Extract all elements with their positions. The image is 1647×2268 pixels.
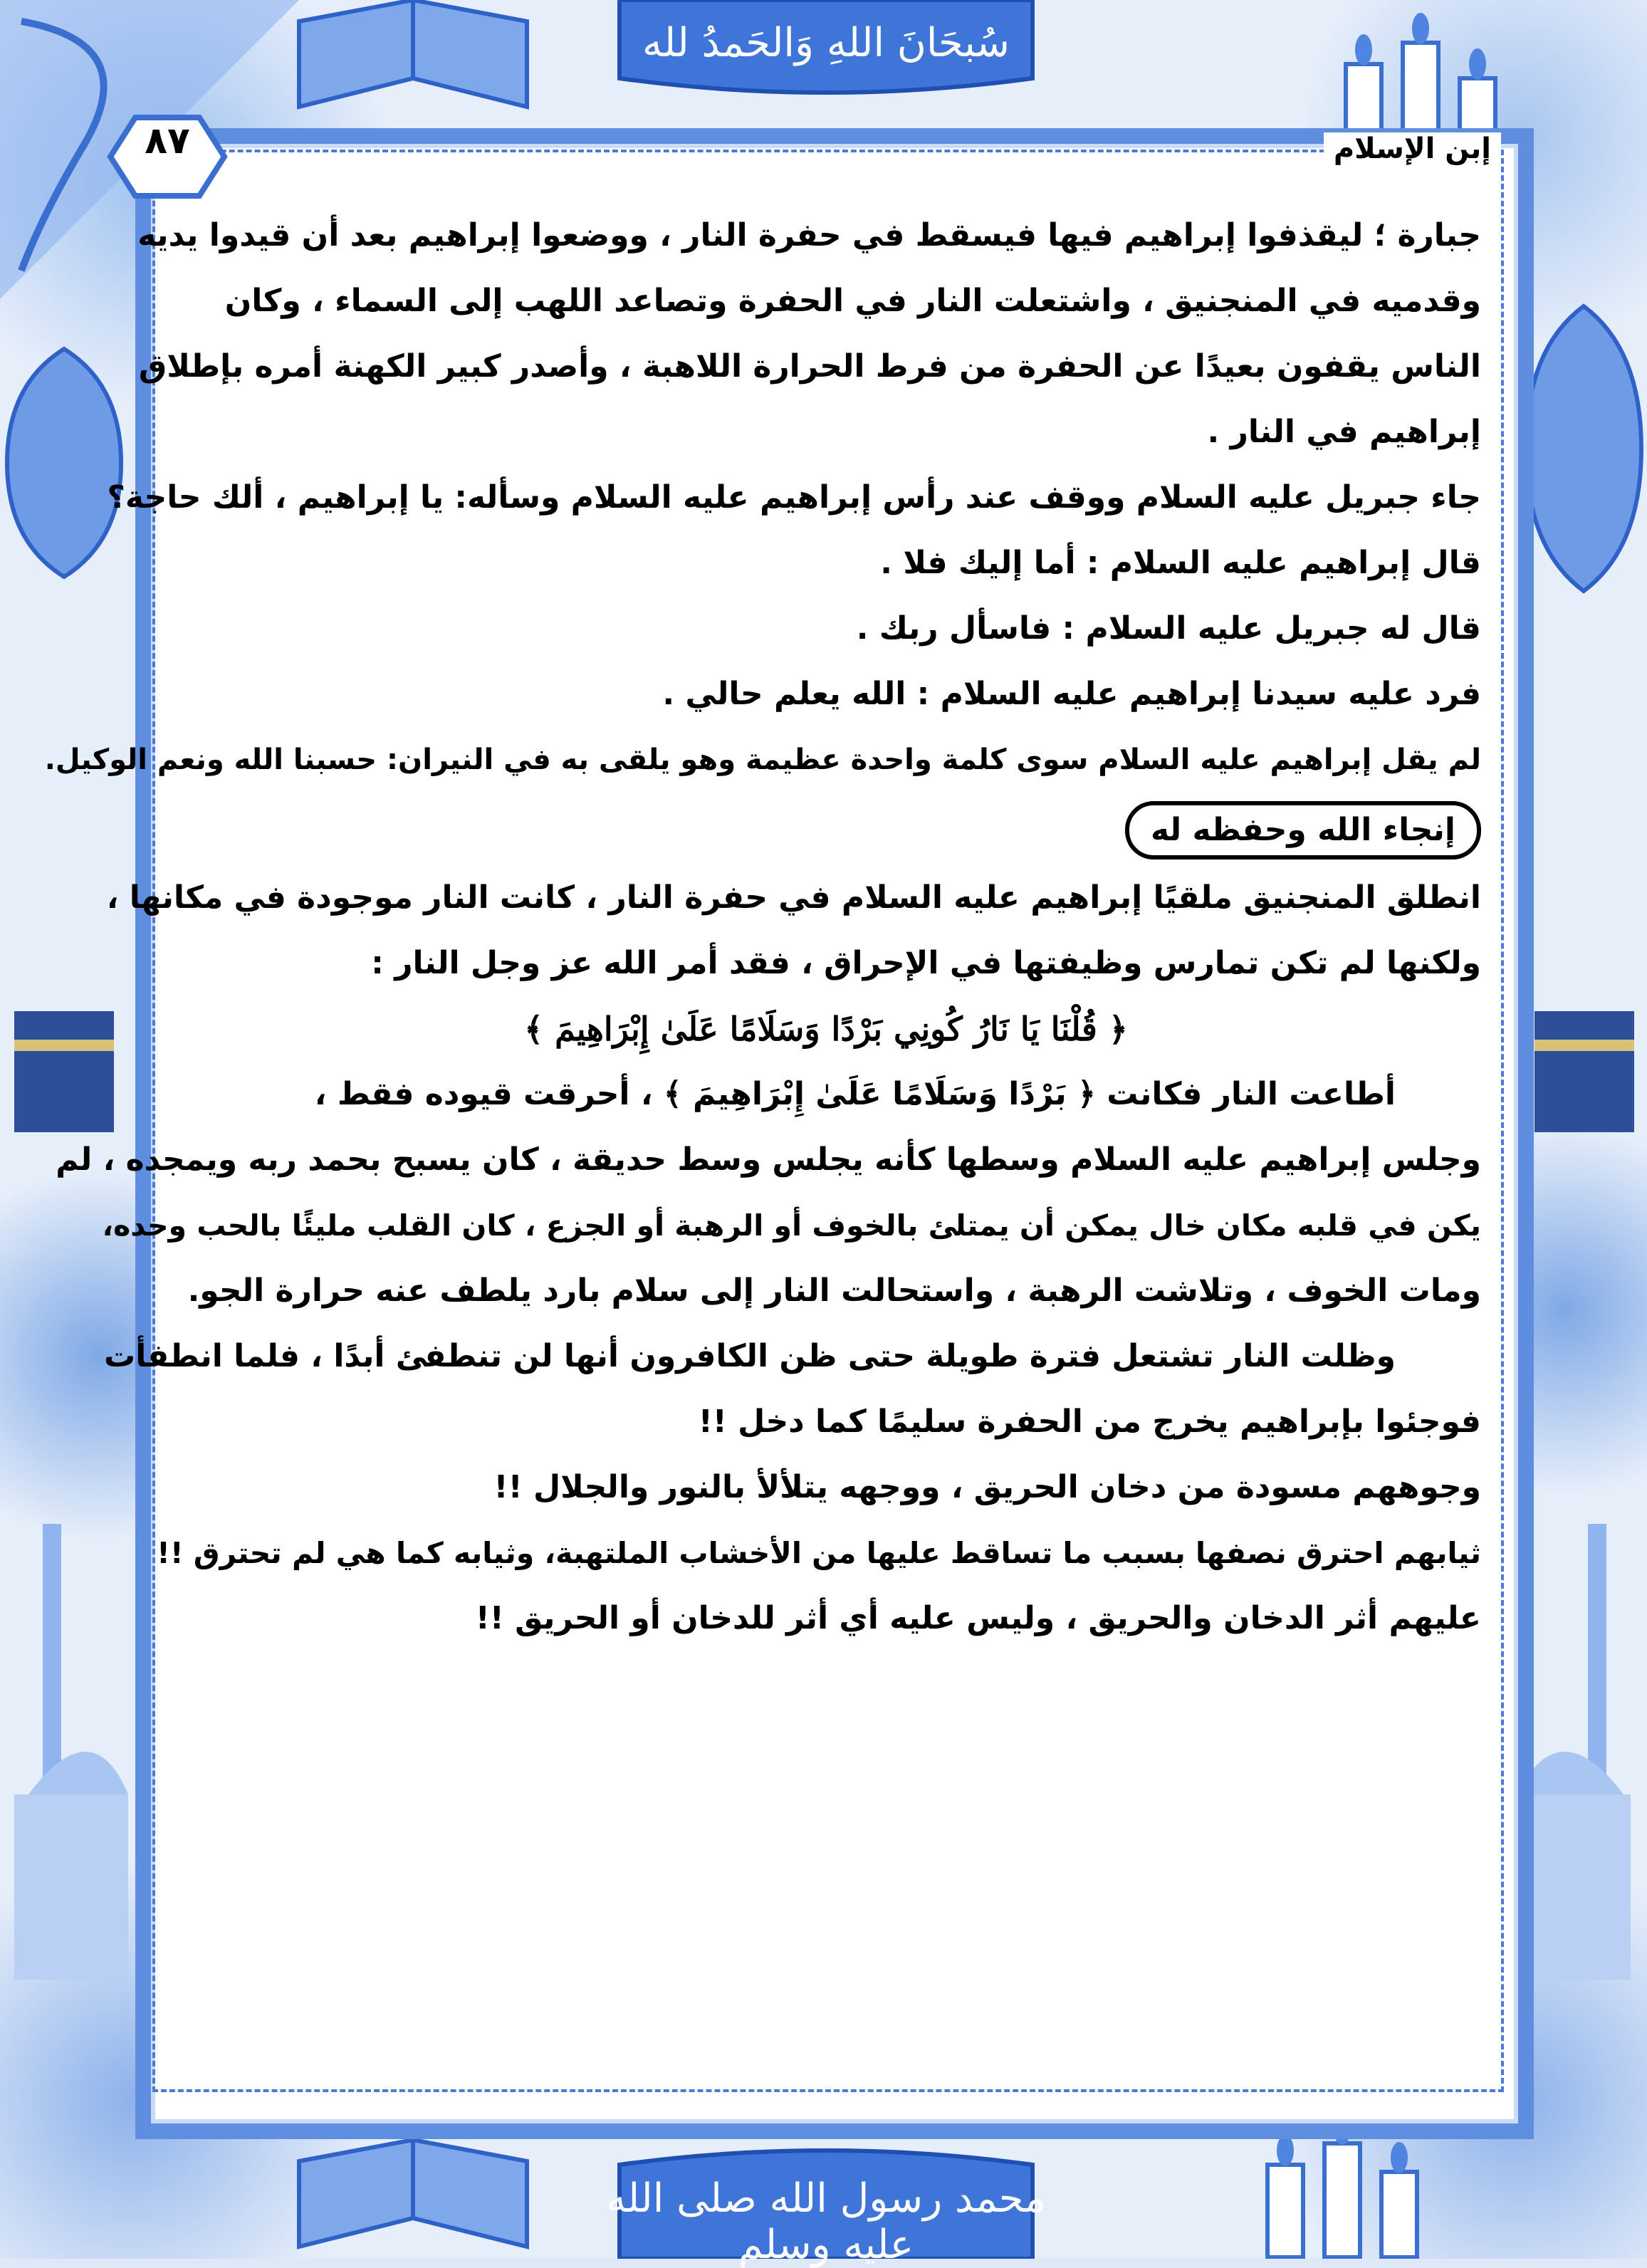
book-icon	[285, 2133, 541, 2257]
text-line: ومات الخوف ، وتلاشت الرهبة ، واستحالت النار إلى سلام بارد يلطف عنه حرارة الجو.	[187, 1273, 1481, 1309]
dialogue-line: جاء جبريل عليه السلام ووقف عند رأس إبراهيم عليه السلام وسأله: يا إبراهيم ، ألك حاجة؟	[107, 479, 1481, 516]
text-line: ولكنها لم تكن تمارس وظيفتها في الإحراق ، فقد أمر الله عز وجل النار :	[371, 945, 1481, 981]
text-line: جبارة ؛ ليقذفوا إبراهيم فيها فيسقط في حفرة النار ، ووضعوا إبراهيم بعد أن قيدوا يديه	[137, 217, 1481, 254]
dialogue-line: فرد عليه سيدنا إبراهيم عليه السلام : الله يعلم حالي .	[662, 676, 1481, 712]
bottom-banner-text: محمد رسول الله صلى الله عليه وسلم	[606, 2175, 1046, 2268]
calligraphy-medallion-icon	[0, 342, 128, 584]
text-line: وجلس إبراهيم عليه السلام وسطها كأنه يجلس وسط حديقة ، كان يسبح بحمد ربه ويمجده ، لم	[56, 1141, 1481, 1178]
page-number: ٨٧	[145, 120, 190, 162]
text-line: إبراهيم في النار .	[1207, 414, 1481, 450]
text-line: ثيابهم احترق نصفها بسبب ما تساقط عليها من الأخشاب الملتهبة، وثيابه كما هي لم تحترق !!	[157, 1536, 1481, 1570]
text-line: أطاعت النار فكانت ﴿ بَرْدًا وَسَلَامًا عَلَىٰ إِبْرَاهِيمَ ﴾ ، أحرقت قيوده فقط ،	[314, 1076, 1396, 1112]
mosque-icon	[0, 1495, 128, 1994]
main-text	[44, 203, 1481, 2069]
book-title: إبن الإسلام	[1324, 132, 1501, 165]
calligraphy-medallion-icon	[1520, 299, 1647, 598]
quran-verse: ﴿ قُلْنَا يَا نَارُ كُونِي بَرْدًا وَسَلَامًا عَلَىٰ إِبْرَاهِيمَ ﴾	[524, 1010, 1128, 1048]
text-line: وظلت النار تشتعل فترة طويلة حتى ظن الكافرون أنها لن تنطفئ أبدًا ، فلما انطفأت	[103, 1338, 1396, 1374]
dialogue-line: قال إبراهيم عليه السلام : أما إليك فلا .	[880, 545, 1481, 581]
book-icon	[285, 0, 541, 121]
top-banner-text: سُبحَانَ اللهِ وَالحَمدُ لله	[642, 20, 1010, 66]
text-line: وجوههم مسودة من دخان الحريق ، ووجهه يتلألأ بالنور والجلال !!	[493, 1469, 1481, 1505]
section-heading: إنجاء الله وحفظه له	[1125, 801, 1481, 859]
mosque-icon	[1517, 1495, 1647, 1994]
text-line: فوجئوا بإبراهيم يخرج من الحفرة سليمًا كما دخل !!	[698, 1404, 1481, 1440]
dialogue-line: لم يقل إبراهيم عليه السلام سوى كلمة واحدة عظيمة وهو يلقى به في النيران: حسبنا الله ونعم الوكيل.	[44, 743, 1481, 776]
text-line: وقدميه في المنجنيق ، واشتعلت النار في الحفرة وتصاعد اللهب إلى السماء ، وكان	[224, 283, 1481, 319]
text-line: الناس يقفون بعيدًا عن الحفرة من فرط الحرارة اللاهبة ، وأصدر كبير الكهنة أمره بإطلاق	[138, 348, 1481, 385]
dialogue-line: قال له جبريل عليه السلام : فاسأل ربك .	[856, 610, 1481, 647]
text-line: يكن في قلبه مكان خال يمكن أن يمتلئ بالخوف أو الرهبة أو الجزع ، كان القلب مليئًا بالحب وحده،	[102, 1208, 1481, 1243]
text-line: عليهم أثر الدخان والحريق ، وليس عليه أي أثر للدخان أو الحريق !!	[475, 1600, 1481, 1636]
kaaba-icon	[1524, 983, 1647, 1168]
text-line: انطلق المنجنيق ملقيًا إبراهيم عليه السلام في حفرة النار ، كانت النار موجودة في مكانها ،	[106, 879, 1481, 916]
section-heading-wrap	[171, 793, 1481, 865]
